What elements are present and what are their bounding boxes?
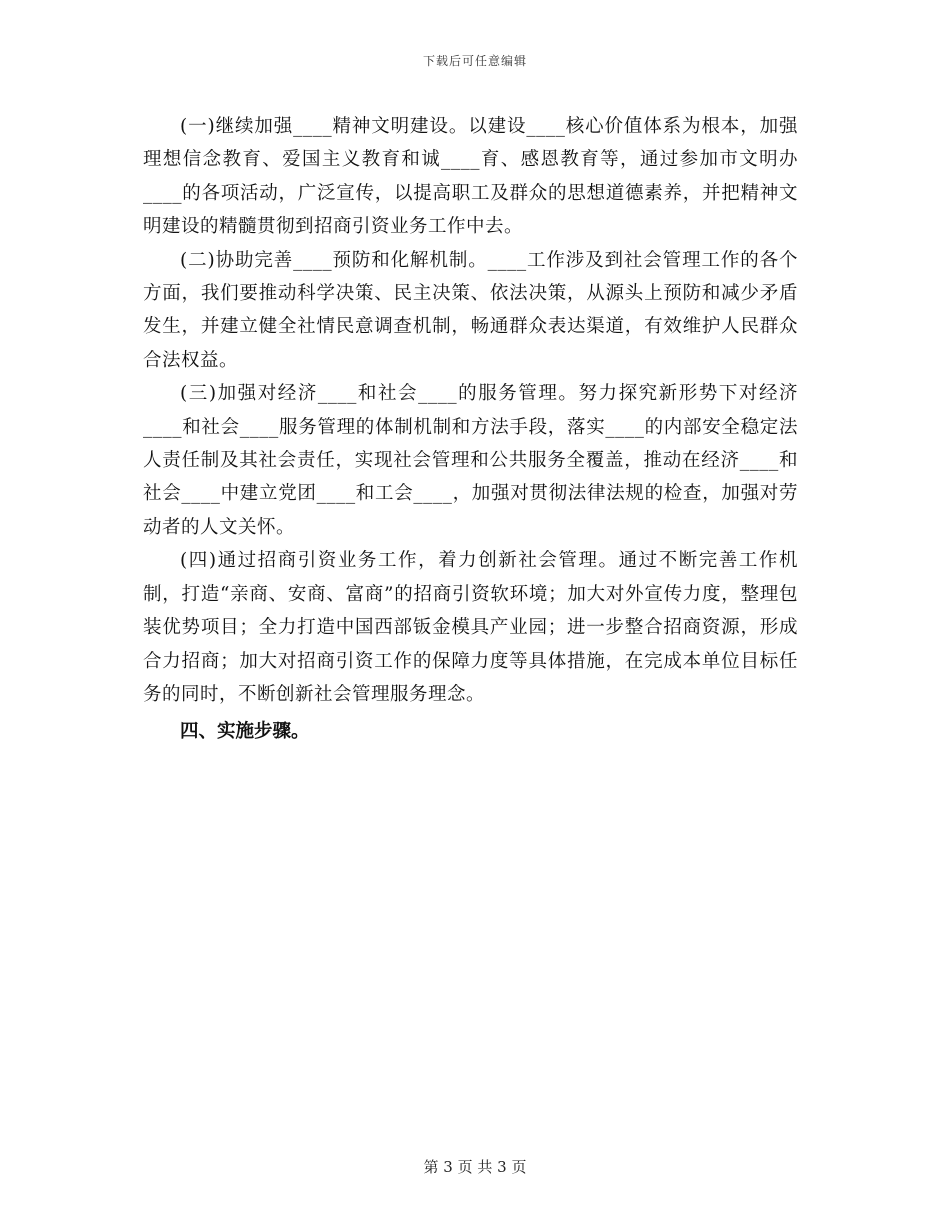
paragraph-4: (四)通过招商引资业务工作，着力创新社会管理。通过不断完善工作机制，打造“亲商、安商、富商”的招商引资软环境；加大对外宣传力度，整理包装优势项目；全力打造中国西部钣金模具产业园；进一步整合招商资源，形成合力招商；加大对招商引资工作的保障力度等具体措施，在完成本单位目标任务的同时，不断创新社会管理服务理念。 [143, 550, 798, 705]
section-heading: 四、实施步骤。 [180, 721, 310, 743]
paragraph-2: (二)协助完善____预防和化解机制。____工作涉及到社会管理工作的各个方面，我们要推动科学决策、民主决策、依法决策，从源头上预防和减少矛盾发生，并建立健全社情民意调查机制，畅通群众表达渠道，有效维护人民群众合法权益。 [143, 249, 798, 371]
page-header: 下载后可任意编辑 [422, 54, 527, 68]
paragraph-1: (一)继续加强____精神文明建设。以建设____核心价值体系为根本，加强理想信念教育、爱国主义教育和诚____育、感恩教育等，通过参加市文明办____的各项活动，广泛宣传，以提高职工及群众的思想道德素养，并把精神文明建设的精髓贯彻到招商引资业务工作中去。 [143, 116, 798, 238]
paragraph-3: (三)加强对经济____和社会____的服务管理。努力探究新形势下对经济____和社会____服务管理的体制机制和方法手段，落实____的内部安全稳定法人责任制及其社会责任，实现社会管理和公共服务全覆盖，推动在经济____和社会____中建立党团____和工会____，加强对贯彻法律法规的检查，加强对劳动者的人文关怀。 [143, 383, 798, 538]
document-body [143, 110, 798, 749]
page-footer: 第 3 页 共 3 页 [423, 1158, 527, 1176]
